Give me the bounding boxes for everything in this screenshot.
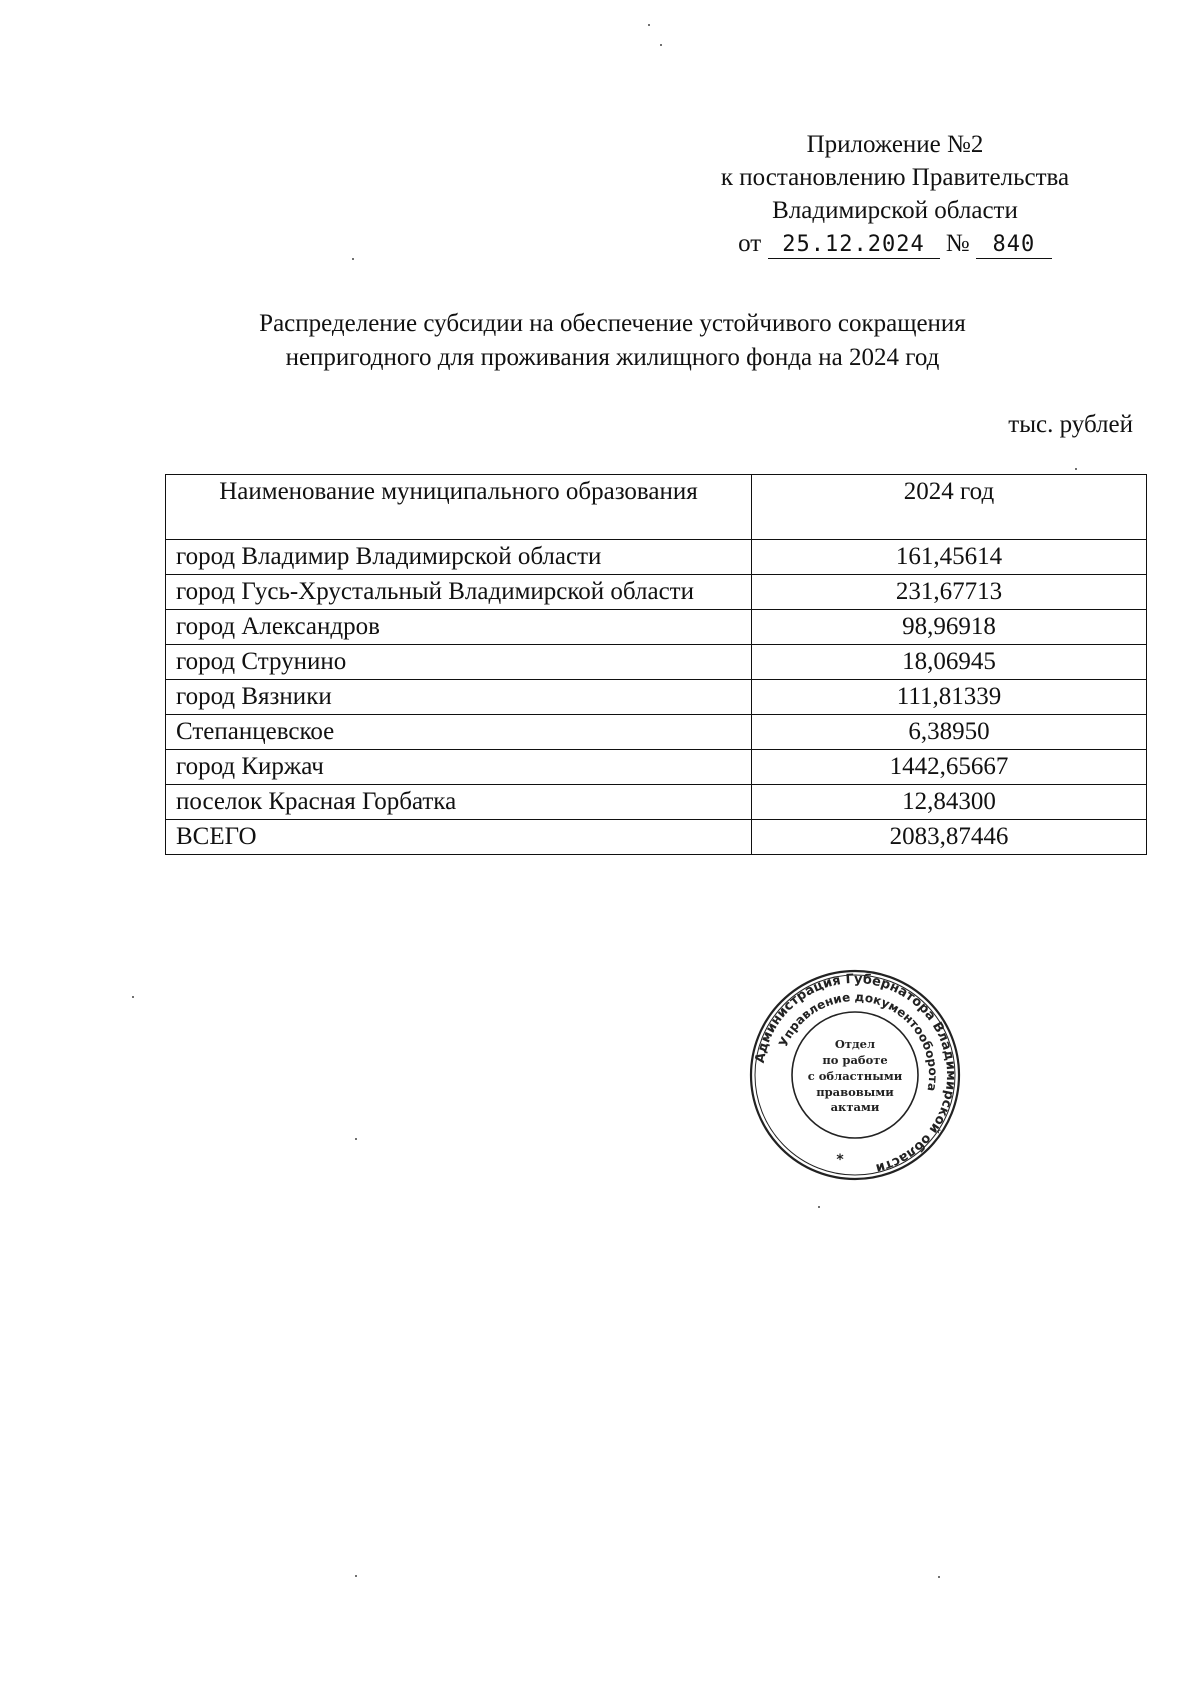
stamp-outer-text: Администрация Губернатора Владимирской области — [752, 971, 959, 1176]
table-row — [166, 785, 1147, 820]
scan-speck — [938, 1576, 940, 1578]
scan-speck — [355, 1575, 357, 1577]
stamp-center-line-3: с областными — [807, 1069, 903, 1083]
row-name: город Вязники — [166, 680, 752, 715]
row-value: 98,96918 — [752, 610, 1147, 645]
scan-speck — [1075, 468, 1077, 470]
scan-speck — [818, 1206, 820, 1208]
number-prefix: № — [945, 230, 970, 257]
scan-speck — [352, 258, 354, 260]
row-name: город Киржач — [166, 750, 752, 785]
decree-number: 840 — [976, 232, 1052, 259]
table-row — [166, 540, 1147, 575]
scan-speck — [648, 24, 650, 26]
table-row — [166, 610, 1147, 645]
total-label: ВСЕГО — [166, 820, 752, 855]
stamp-center-line-2: по работе — [822, 1053, 888, 1067]
stamp-star-icon: * — [836, 1152, 844, 1168]
table-row — [166, 715, 1147, 750]
table-row — [166, 750, 1147, 785]
row-name: Степанцевское — [166, 715, 752, 750]
row-name: город Струнино — [166, 645, 752, 680]
total-value: 2083,87446 — [752, 820, 1147, 855]
title-line-1: Распределение субсидии на обеспечение устойчивого сокращения — [259, 310, 966, 337]
stamp-center-line-1: Отдел — [834, 1037, 876, 1051]
appendix-header — [660, 128, 1130, 260]
stamp-center-line-4: правовыми — [816, 1085, 894, 1099]
row-value: 161,45614 — [752, 540, 1147, 575]
scan-speck — [660, 44, 662, 46]
row-value: 231,67713 — [752, 575, 1147, 610]
official-stamp — [748, 968, 962, 1182]
row-value: 12,84300 — [752, 785, 1147, 820]
header-municipality: Наименование муниципального образования — [166, 475, 752, 540]
table-header-row — [166, 475, 1147, 540]
unit-label: тыс. рублей — [1008, 411, 1133, 438]
row-name: город Александров — [166, 610, 752, 645]
stamp-inner-text: Управление документооборота — [776, 989, 941, 1093]
table-row — [166, 645, 1147, 680]
appendix-line-2: к постановлению Правительства — [720, 164, 1070, 191]
row-value: 6,38950 — [752, 715, 1147, 750]
row-name: город Владимир Владимирской области — [166, 540, 752, 575]
row-value: 111,81339 — [752, 680, 1147, 715]
table-row — [166, 575, 1147, 610]
appendix-line-3: Владимирской области — [772, 197, 1018, 224]
decree-date: 25.12.2024 — [768, 232, 940, 259]
title-line-2: непригодного для проживания жилищного фонда на 2024 год — [285, 344, 940, 371]
subsidy-table — [165, 474, 1147, 855]
row-name: поселок Красная Горбатка — [166, 785, 752, 820]
scan-speck — [132, 996, 134, 998]
decree-date-line — [660, 227, 1130, 260]
header-year: 2024 год — [752, 475, 1147, 540]
document-title — [160, 307, 1065, 375]
row-value: 18,06945 — [752, 645, 1147, 680]
table-row — [166, 680, 1147, 715]
appendix-line-1: Приложение №2 — [806, 131, 984, 158]
scan-speck — [355, 1138, 357, 1140]
table-total-row — [166, 820, 1147, 855]
row-value: 1442,65667 — [752, 750, 1147, 785]
row-name: город Гусь-Хрустальный Владимирской области — [166, 575, 752, 610]
date-prefix: от — [738, 230, 762, 257]
stamp-center-line-5: актами — [830, 1100, 880, 1114]
